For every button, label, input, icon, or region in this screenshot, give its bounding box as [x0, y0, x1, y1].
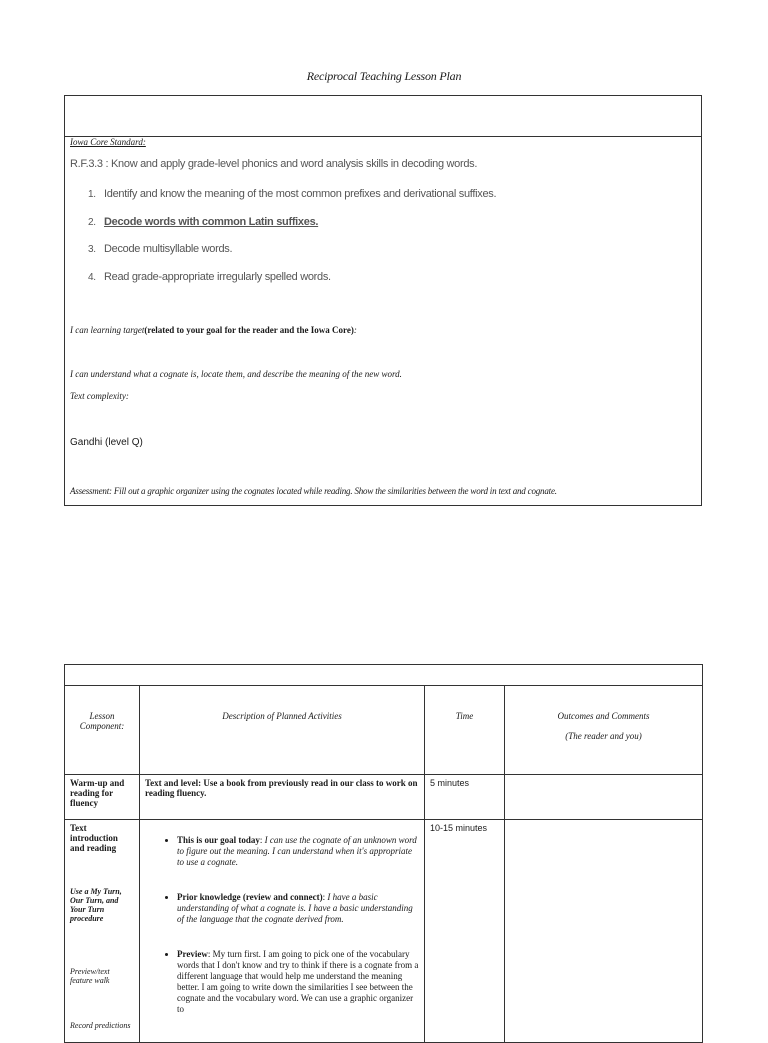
bullet-text: My turn first. I am going to pick one of the vocabulary words that I don't know and try to think if there is a cognate from a different language that would help me understand the meaning better. I am going to write down the similarities I see between the cognate and the vocabulary word. We can use a graphic organizer to [177, 949, 419, 1014]
bullet-lead: This is our goal today [177, 835, 260, 845]
header-outcomes-sub: (The reader and you) [565, 731, 642, 741]
list-item [177, 949, 419, 1015]
intro-note-predictions: Record predictions [70, 1021, 131, 1030]
item-number: 2. [88, 217, 96, 228]
target-label-bold: (related to your goal for the reader and the Iowa Core) [144, 325, 354, 335]
header-time-label: Time [455, 711, 474, 721]
learning-target-text: I can understand what a cognate is, locate them, and describe the meaning of the new word. [70, 369, 402, 379]
header-time [425, 686, 505, 775]
standards-table [64, 95, 702, 506]
standard-label: Iowa Core Standard: [70, 137, 146, 147]
standard-item [88, 188, 496, 200]
warmup-outcomes [505, 775, 703, 820]
standard-text: R.F.3.3 : Know and apply grade-level phonics and word analysis skills in decoding words. [70, 158, 478, 170]
target-label-suffix: : [353, 325, 357, 335]
intro-outcomes [505, 820, 703, 1043]
header-outcomes [505, 686, 703, 775]
header-outcomes-label: Outcomes and Comments [557, 711, 650, 721]
intro-time: 10-15 minutes [425, 820, 505, 1043]
item-number: 3. [88, 244, 96, 255]
bullet-lead: Prior knowledge (review and connect) [177, 892, 323, 902]
table-header-row [65, 686, 703, 775]
warmup-component: Warm-up and reading for fluency [65, 775, 140, 820]
page-title: Reciprocal Teaching Lesson Plan [306, 69, 462, 83]
blank-header-cell [65, 96, 701, 137]
item-number: 1. [88, 189, 96, 200]
activity-list [145, 835, 419, 1015]
standard-item-highlighted [88, 216, 318, 228]
text-complexity-label: Text complexity: [70, 391, 129, 401]
list-item [177, 835, 419, 868]
assessment-text: Assessment: Fill out a graphic organizer using the cognates located while reading. Show the similarities between the word in text and cognate. [70, 486, 557, 496]
header-description [140, 686, 425, 775]
lesson-plan-table [64, 664, 703, 1043]
learning-target-label [70, 325, 357, 335]
warmup-description: Text and level: Use a book from previously read in our class to work on reading fluency. [140, 775, 425, 820]
bullet-sep: : [322, 892, 328, 902]
standard-item [88, 243, 232, 255]
target-label-prefix: I can learning target [70, 325, 145, 335]
table-blank-row [65, 665, 703, 686]
bullet-sep: : [259, 835, 265, 845]
blank-cell [65, 665, 703, 686]
item-text: Decode multisyllable words. [104, 243, 233, 255]
intro-note-preview: Preview/text feature walk [70, 967, 110, 985]
book-title: Gandhi (level Q) [70, 437, 143, 448]
table-row [65, 820, 703, 1043]
header-component-label: Lesson Component: [79, 711, 125, 731]
standard-item [88, 271, 331, 283]
bullet-lead: Preview [177, 949, 208, 959]
intro-note-procedure: Use a My Turn, Our Turn, and Your Turn procedure [70, 887, 122, 923]
item-number: 4. [88, 272, 96, 283]
bullet-sep: : [207, 949, 213, 959]
warmup-time: 5 minutes [425, 775, 505, 820]
intro-component: Text introduction and reading [70, 823, 118, 853]
header-description-label: Description of Planned Activities [222, 711, 342, 721]
item-text: Decode words with common Latin suffixes. [104, 216, 319, 228]
intro-description-cell [140, 820, 425, 1043]
bullet-text: I have a basic understanding of what a cognate is. I have a basic understanding of the language that the cognate derived from. [177, 892, 413, 924]
table-row [65, 775, 703, 820]
item-text: Identify and know the meaning of the most common prefixes and derivational suffixes. [104, 188, 497, 200]
item-text: Read grade-appropriate irregularly spelled words. [104, 271, 331, 283]
list-item [177, 892, 419, 925]
bullet-text: I can use the cognate of an unknown word to figure out the meaning. I can understand when it's appropriate to use a cognate. [177, 835, 417, 867]
header-component [65, 686, 140, 775]
intro-component-cell [65, 820, 140, 1043]
